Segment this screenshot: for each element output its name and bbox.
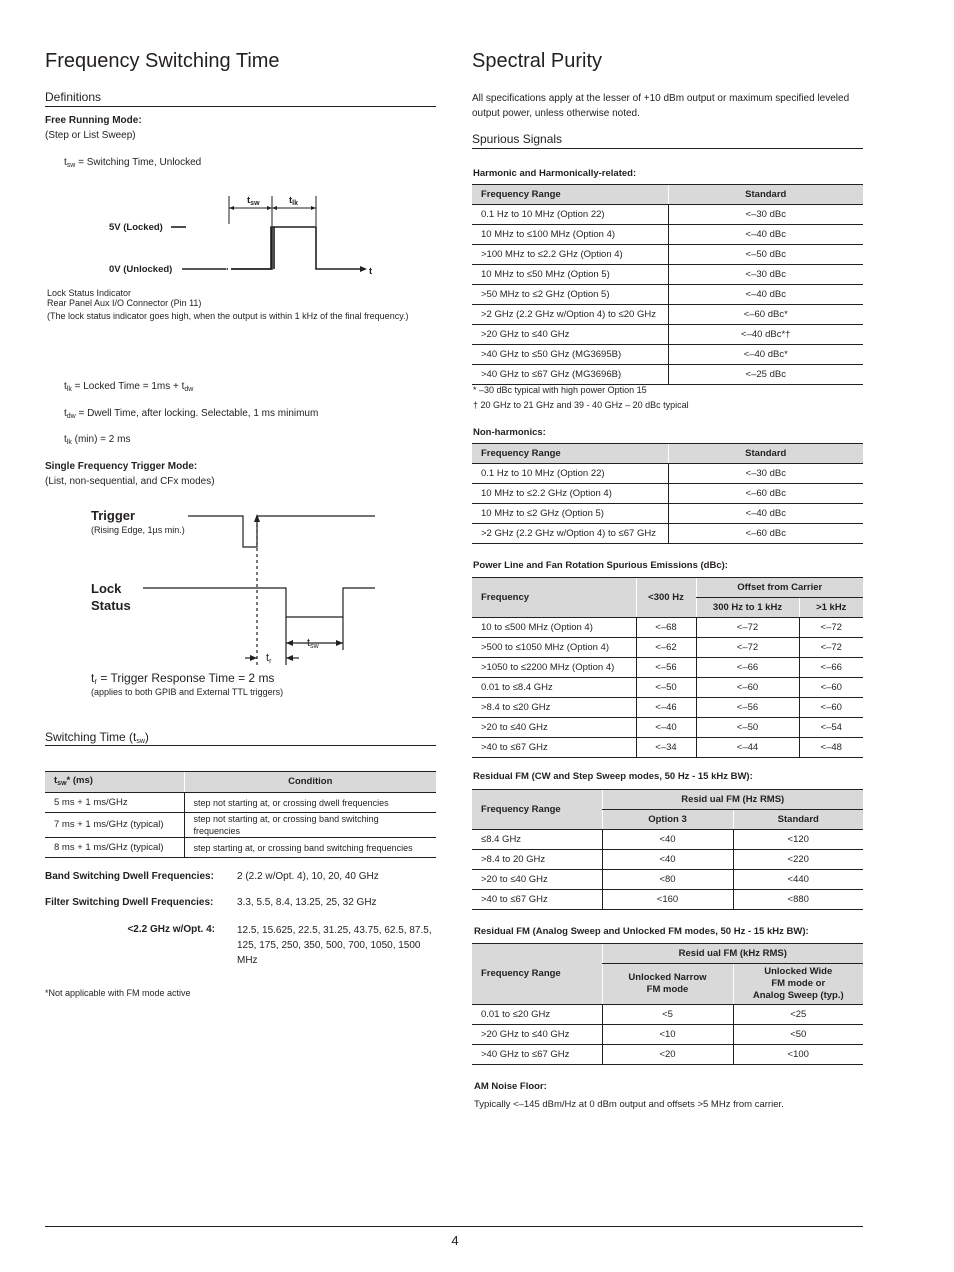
standard-header: Standard bbox=[668, 444, 863, 464]
harmonic-title: Harmonic and Harmonically-related: bbox=[473, 168, 637, 179]
trigger-response-formula: tr = Trigger Response Time = 2 ms bbox=[91, 671, 275, 686]
fm-note: *Not applicable with FM mode active bbox=[45, 988, 191, 998]
lock-caption-1: Lock Status Indicator bbox=[47, 288, 132, 298]
table-row: >100 MHz to ≤2.2 GHz (Option 4) <–50 dBc bbox=[472, 245, 863, 265]
condition-column-header: Condition bbox=[184, 772, 436, 793]
status-label: Status bbox=[91, 598, 131, 613]
residual-cw-title: Residual FM (CW and Step Sweep modes, 50 Hz - 15 kHz BW): bbox=[473, 771, 753, 782]
table-row: >2 GHz (2.2 GHz w/Option 4) to ≤20 GHz <–60 dBc* bbox=[472, 305, 863, 325]
nonharmonic-title: Non-harmonics: bbox=[473, 427, 546, 438]
spectral-purity-title: Spectral Purity bbox=[472, 50, 603, 72]
spurious-heading: Spurious Signals bbox=[472, 132, 563, 146]
trigger-response-sub: (applies to both GPIB and External TTL triggers) bbox=[91, 687, 284, 697]
table-row: >20 to ≤40 GHz <80 <440 bbox=[472, 870, 863, 890]
frequency-switching-title: Frequency Switching Time bbox=[45, 50, 280, 72]
trigger-label: Trigger bbox=[91, 508, 136, 523]
switching-time-rule bbox=[45, 745, 436, 746]
trigger-timing-diagram bbox=[45, 500, 445, 705]
powerline-table bbox=[472, 577, 863, 758]
time-axis-label: t bbox=[369, 266, 373, 277]
opt4-label: <2.2 GHz w/Opt. 4: bbox=[127, 924, 215, 935]
tsw-column-header: $t_{sw}*$ (ms) bbox=[45, 772, 184, 793]
frequency-range-header: Frequency Range bbox=[472, 790, 602, 830]
over-1khz-header: >1 kHz bbox=[799, 598, 863, 618]
lock-caption-2: Rear Panel Aux I/O Connector (Pin 11) bbox=[47, 298, 202, 308]
unlocked-narrow-header: Unlocked Narrow FM mode bbox=[602, 964, 733, 1005]
table-row: ≤8.4 GHz <40 <120 bbox=[472, 830, 863, 850]
tlk-label: $t_{lk}$ bbox=[289, 195, 299, 207]
table-row: >40 GHz to ≤67 GHz (MG3696B) <–25 dBc bbox=[472, 365, 863, 385]
table-row: >1050 to ≤2200 MHz (Option 4) <–56 <–66 <–66 bbox=[472, 658, 863, 678]
frequency-range-header: Frequency Range bbox=[472, 444, 668, 464]
table-header-row bbox=[472, 444, 863, 464]
table-row: >500 to ≤1050 MHz (Option 4) <–62 <–72 <–72 bbox=[472, 638, 863, 658]
residual-fm-hz-header: Resid ual FM (Hz RMS) bbox=[602, 790, 863, 810]
am-noise-text: Typically <–145 dBm/Hz at 0 dBm output and offsets >5 MHz from carrier. bbox=[474, 1099, 784, 1110]
table-row: >20 to ≤40 GHz <–40 <–50 <–54 bbox=[472, 718, 863, 738]
frequency-range-header: Frequency Range bbox=[472, 944, 602, 1005]
lock-caption-3: (The lock status indicator goes high, when the output is within 1 kHz of the final frequency.) bbox=[47, 311, 409, 321]
table-row: 0.01 to ≤20 GHz <5 <25 bbox=[472, 1005, 863, 1025]
spectral-intro: All specifications apply at the lesser of +10 dBm output or maximum specified leveled output power, unless otherwise noted. bbox=[472, 93, 850, 119]
locked-label: 5V (Locked) bbox=[109, 222, 163, 233]
harmonic-table bbox=[472, 184, 863, 385]
table-header-row bbox=[472, 790, 863, 810]
table-row: >50 MHz to ≤2 GHz (Option 5) <–40 dBc bbox=[472, 285, 863, 305]
table-row: >40 GHz to ≤67 GHz <20 <100 bbox=[472, 1045, 863, 1065]
table-row: >20 GHz to ≤40 GHz <10 <50 bbox=[472, 1025, 863, 1045]
table-row: 10 to ≤500 MHz (Option 4) <–68 <–72 <–72 bbox=[472, 618, 863, 638]
offset-header: Offset from Carrier bbox=[696, 578, 863, 598]
table-row: 0.1 Hz to 10 MHz (Option 22) <–30 dBc bbox=[472, 464, 863, 484]
300hz-1khz-header: 300 Hz to 1 kHz bbox=[696, 598, 799, 618]
table-row: 10 MHz to ≤2 GHz (Option 5) <–40 dBc bbox=[472, 504, 863, 524]
table-row: 7 ms + 1 ms/GHz (typical) step not starting at, or crossing band switching frequencies bbox=[45, 813, 436, 838]
nonharmonic-table bbox=[472, 443, 863, 544]
table-row: >20 GHz to ≤40 GHz <–40 dBc*† bbox=[472, 325, 863, 345]
free-running-label: Free Running Mode: bbox=[45, 115, 142, 126]
def-tlk-locked: $t_{lk}$ = Locked Time = $1ms + t_{dw}$ bbox=[64, 381, 194, 393]
tsw-definition: $t_{sw}$ = Switching Time, Unlocked bbox=[64, 157, 202, 169]
switching-time-heading: Switching Time $(t_{sw})$ bbox=[45, 730, 149, 745]
switching-time-table bbox=[45, 771, 436, 858]
table-row: >40 to ≤67 GHz <160 <880 bbox=[472, 890, 863, 910]
residual-analog-table bbox=[472, 943, 863, 1065]
single-freq-sub: (List, non-sequential, and CFx modes) bbox=[45, 476, 215, 487]
opt4-value: 12.5, 15.625, 22.5, 31.25, 43.75, 62.5, 87.5, 125, 175, 250, 350, 500, 700, 1050, 1500 MHz bbox=[237, 925, 432, 966]
am-noise-title: AM Noise Floor: bbox=[474, 1081, 547, 1092]
tsw-label: $t_{sw}$ bbox=[247, 195, 260, 207]
definitions-heading: Definitions bbox=[45, 90, 102, 104]
residual-fm-khz-header: Resid ual FM (kHz RMS) bbox=[602, 944, 863, 964]
residual-cw-table bbox=[472, 789, 863, 910]
table-row: 5 ms + 1 ms/GHz step not starting at, or crossing dwell frequencies bbox=[45, 793, 436, 813]
table-row: >40 to ≤67 GHz <–34 <–44 <–48 bbox=[472, 738, 863, 758]
table-row: >8.4 to 20 GHz <40 <220 bbox=[472, 850, 863, 870]
def-tlk-min: $t_{lk}$ (min) = 2 ms bbox=[64, 434, 131, 446]
filter-dwell-value: 3.3, 5.5, 8.4, 13.25, 25, 32 GHz bbox=[237, 897, 377, 908]
table-header-row bbox=[45, 772, 436, 793]
frequency-header: Frequency bbox=[472, 578, 636, 618]
unlocked-label: 0V (Unlocked) bbox=[109, 264, 173, 275]
table-row: 8 ms + 1 ms/GHz (typical) step starting at, or crossing band switching frequencies bbox=[45, 838, 436, 858]
band-dwell-label: Band Switching Dwell Frequencies: bbox=[45, 871, 214, 882]
harmonic-note-2: † 20 GHz to 21 GHz and 39 - 40 GHz – 20 dBc typical bbox=[473, 400, 689, 410]
trigger-sub-label: (Rising Edge, 1µs min.) bbox=[91, 525, 185, 535]
frequency-range-header: Frequency Range bbox=[472, 185, 668, 205]
unlocked-wide-header: Unlocked Wide FM mode or Analog Sweep (typ.) bbox=[733, 964, 863, 1005]
table-row: >8.4 to ≤20 GHz <–46 <–56 <–60 bbox=[472, 698, 863, 718]
table-row: 10 MHz to ≤2.2 GHz (Option 4) <–60 dBc bbox=[472, 484, 863, 504]
footer-rule bbox=[45, 1226, 863, 1227]
table-row: 10 MHz to ≤50 MHz (Option 5) <–30 dBc bbox=[472, 265, 863, 285]
standard-header: Standard bbox=[733, 810, 863, 830]
tr-label: tr bbox=[266, 652, 272, 665]
def-tdw: $t_{dw}$ = Dwell Time, after locking. Selectable, 1 ms minimum bbox=[64, 408, 319, 420]
option3-header: Option 3 bbox=[602, 810, 733, 830]
under-300hz-header: <300 Hz bbox=[636, 578, 696, 618]
band-dwell-value: 2 (2.2 w/Opt. 4), 10, 20, 40 GHz bbox=[237, 871, 379, 882]
spurious-rule bbox=[472, 148, 863, 149]
standard-header: Standard bbox=[668, 185, 863, 205]
table-header-row bbox=[472, 185, 863, 205]
table-row: >40 GHz to ≤50 GHz (MG3695B) <–40 dBc* bbox=[472, 345, 863, 365]
table-header-row bbox=[472, 578, 863, 598]
waveform-overlay bbox=[45, 188, 445, 288]
powerline-title: Power Line and Fan Rotation Spurious Emissions (dBc): bbox=[473, 560, 728, 571]
filter-dwell-label: Filter Switching Dwell Frequencies: bbox=[45, 897, 214, 908]
lock-label: Lock bbox=[91, 581, 122, 596]
table-row: >2 GHz (2.2 GHz w/Option 4) to ≤67 GHz <–60 dBc bbox=[472, 524, 863, 544]
harmonic-note-1: * –30 dBc typical with high power Option 15 bbox=[473, 385, 647, 395]
table-row: 10 MHz to ≤100 MHz (Option 4) <–40 dBc bbox=[472, 225, 863, 245]
residual-analog-title: Residual FM (Analog Sweep and Unlocked FM modes, 50 Hz - 15 kHz BW): bbox=[474, 926, 809, 937]
definitions-rule bbox=[45, 106, 436, 107]
table-row: 0.01 to ≤8.4 GHz <–50 <–60 <–60 bbox=[472, 678, 863, 698]
table-row: 0.1 Hz to 10 MHz (Option 22) <–30 dBc bbox=[472, 205, 863, 225]
page-number: 4 bbox=[451, 1233, 459, 1248]
free-running-sub: (Step or List Sweep) bbox=[45, 130, 136, 141]
tsw-label-2: tsw bbox=[307, 637, 319, 650]
single-freq-label: Single Frequency Trigger Mode: bbox=[45, 461, 198, 472]
table-header-row bbox=[472, 944, 863, 964]
